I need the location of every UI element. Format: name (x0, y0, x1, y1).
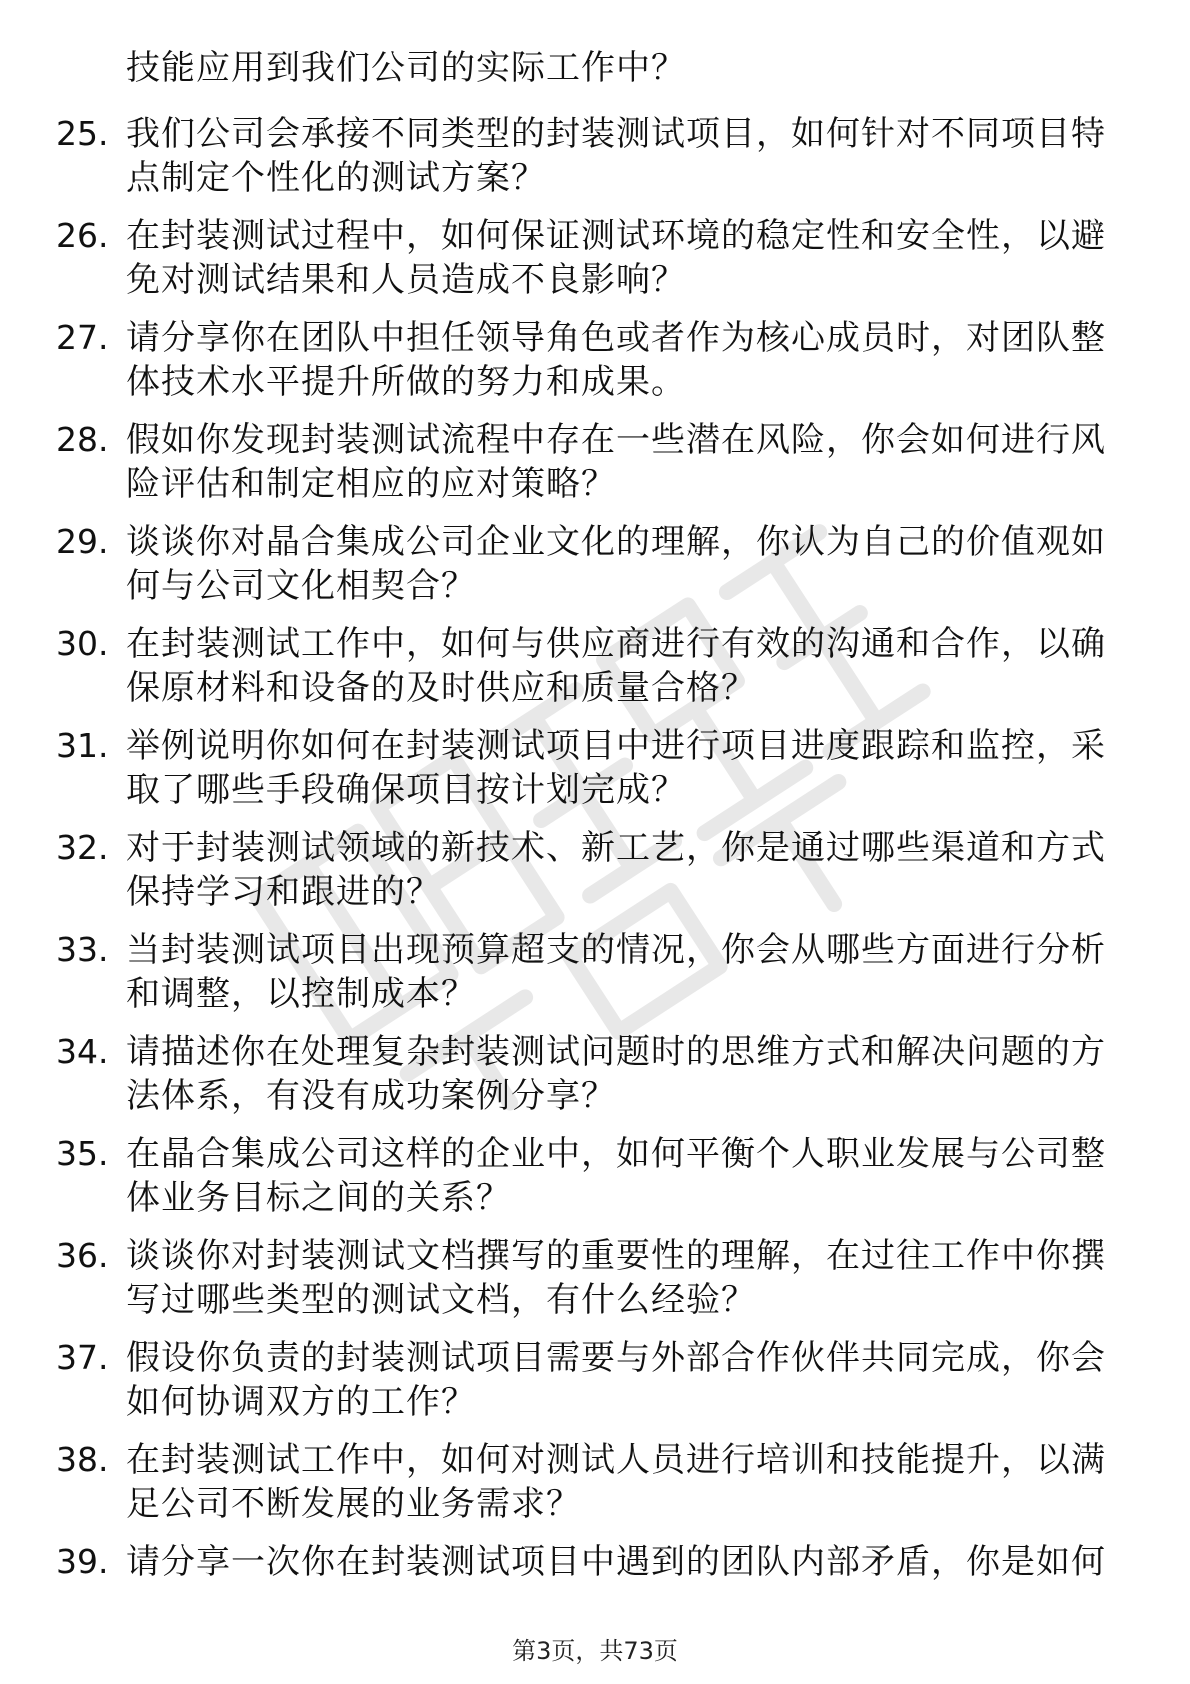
question-text-line: 何与公司文化相契合？ (126, 566, 476, 606)
question-number: 32. (56, 828, 109, 867)
question-text-line: 谈谈你对封装测试文档撰写的重要性的理解，在过往工作中你撰 (126, 1236, 1106, 1276)
question-text-line: 保原材料和设备的及时供应和质量合格？ (126, 668, 756, 708)
question-item (0, 520, 1190, 622)
question-text (126, 622, 1116, 710)
question-item (0, 316, 1190, 418)
question-item (0, 112, 1190, 214)
question-item (0, 928, 1190, 1030)
question-text-line: 我们公司会承接不同类型的封装测试项目，如何针对不同项目特 (126, 114, 1106, 154)
question-number: 38. (56, 1440, 109, 1479)
question-number: 25. (56, 114, 109, 153)
question-text (126, 1132, 1116, 1220)
question-text-line: 保持学习和跟进的？ (126, 872, 441, 912)
question-text (126, 112, 1116, 200)
question-text-line: 如何协调双方的工作？ (126, 1382, 476, 1422)
question-text (126, 1540, 1116, 1584)
question-item (0, 622, 1190, 724)
question-text-line: 在封装测试工作中，如何对测试人员进行培训和技能提升，以满 (126, 1440, 1106, 1480)
question-number: 39. (56, 1542, 109, 1581)
question-number: 34. (56, 1032, 109, 1071)
question-text-line: 在晶合集成公司这样的企业中，如何平衡个人职业发展与公司整 (126, 1134, 1106, 1174)
question-number: 27. (56, 318, 109, 357)
question-text-line: 对于封装测试领域的新技术、新工艺，你是通过哪些渠道和方式 (126, 828, 1106, 868)
question-text-line: 和调整，以控制成本？ (126, 974, 476, 1014)
question-text (126, 316, 1116, 404)
question-text (126, 928, 1116, 1016)
question-text-line: 体业务目标之间的关系？ (126, 1178, 511, 1218)
question-text-line: 体技术水平提升所做的努力和成果。 (126, 362, 686, 402)
question-text-line: 写过哪些类型的测试文档，有什么经验？ (126, 1280, 756, 1320)
question-text-line: 险评估和制定相应的应对策略？ (126, 464, 616, 504)
page-footer: 第3页，共73页 (512, 1637, 678, 1665)
question-text-line: 在封装测试工作中，如何与供应商进行有效的沟通和合作，以确 (126, 624, 1106, 664)
question-text-line: 足公司不断发展的业务需求？ (126, 1484, 581, 1524)
question-text-line: 请分享你在团队中担任领导角色或者作为核心成员时，对团队整 (126, 318, 1106, 358)
question-number: 28. (56, 420, 109, 459)
question-item (0, 1438, 1190, 1540)
question-text-line: 谈谈你对晶合集成公司企业文化的理解，你认为自己的价值观如 (126, 522, 1106, 562)
question-text (126, 214, 1116, 302)
question-text-line: 请分享一次你在封装测试项目中遇到的团队内部矛盾，你是如何 (126, 1542, 1106, 1582)
question-text-line: 假如你发现封装测试流程中存在一些潜在风险，你会如何进行风 (126, 420, 1106, 460)
question-number: 35. (56, 1134, 109, 1173)
question-item (0, 214, 1190, 316)
question-text-line: 当封装测试项目出现预算超支的情况，你会从哪些方面进行分析 (126, 930, 1106, 970)
question-text-line: 假设你负责的封装测试项目需要与外部合作伙伴共同完成，你会 (126, 1338, 1106, 1378)
question-item (0, 724, 1190, 826)
question-item (0, 1336, 1190, 1438)
question-number: 29. (56, 522, 109, 561)
question-text (126, 1438, 1116, 1526)
question-text-line: 免对测试结果和人员造成不良影响？ (126, 260, 686, 300)
question-text (126, 1030, 1116, 1118)
question-item (0, 418, 1190, 520)
question-text-line: 点制定个性化的测试方案？ (126, 158, 546, 198)
question-text-line: 在封装测试过程中，如何保证测试环境的稳定性和安全性，以避 (126, 216, 1106, 256)
question-text (126, 418, 1116, 506)
question-text (126, 1234, 1116, 1322)
question-number: 36. (56, 1236, 109, 1275)
question-text (126, 1336, 1116, 1424)
question-number: 31. (56, 726, 109, 765)
question-item (0, 826, 1190, 928)
question-number: 37. (56, 1338, 109, 1377)
question-number: 30. (56, 624, 109, 663)
question-text-line: 请描述你在处理复杂封装测试问题时的思维方式和解决问题的方 (126, 1032, 1106, 1072)
question-text-line: 法体系，有没有成功案例分享？ (126, 1076, 616, 1116)
question-item (0, 1132, 1190, 1234)
question-number: 33. (56, 930, 109, 969)
question-item (0, 1234, 1190, 1336)
question-list (0, 112, 1190, 1642)
question-number: 26. (56, 216, 109, 255)
question-text-line: 举例说明你如何在封装测试项目中进行项目进度跟踪和监控，采 (126, 726, 1106, 766)
question-item (0, 1030, 1190, 1132)
question-text (126, 826, 1116, 914)
question-text (126, 724, 1116, 812)
question-text-line: 取了哪些手段确保项目按计划完成？ (126, 770, 686, 810)
continued-question-text: 技能应用到我们公司的实际工作中？ (126, 48, 686, 88)
question-text (126, 520, 1116, 608)
question-item (0, 1540, 1190, 1642)
